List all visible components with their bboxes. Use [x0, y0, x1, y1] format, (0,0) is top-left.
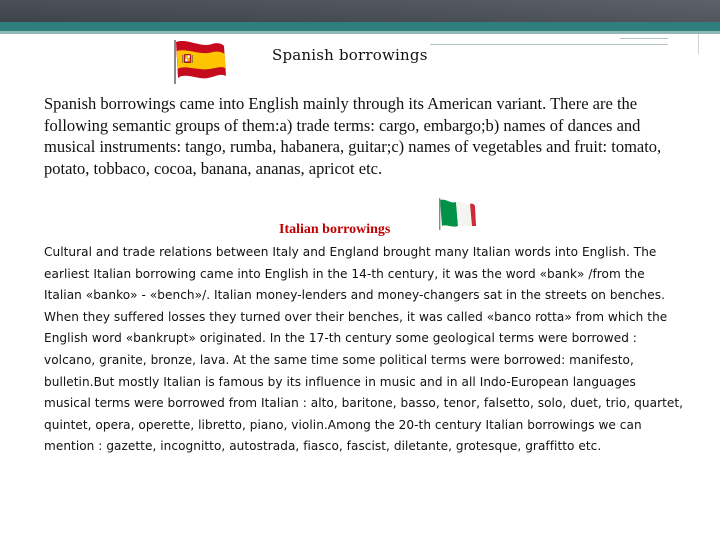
- decorative-bracket: [698, 34, 713, 54]
- italy-flag-icon: [436, 196, 478, 230]
- decorative-line: [430, 44, 668, 45]
- slide-accent-stripe: [0, 22, 720, 31]
- spanish-section-title: Spanish borrowings: [272, 46, 428, 64]
- italian-section-body: Cultural and trade relations between Italy and England brought many Italian words into English. The earliest Italian borrowing came into English in the 14-th century, it was the word «bank» /from the Italian «banko» - «bench»/. Italian money-lenders and money-changers sat in the streets on benches. When they suffered losses they turned over their benches, it was called «banco rotta» from which the English word «bankrupt» originated. In the 17-th century some geological terms were borrowed : volcano, granite, bronze, lava. At the same time some political terms were borrowed: manifesto, bulletin.But mostly Italian is famous by its influence in music and in all Indo-European languages musical terms were borrowed from Italian : alto, baritone, basso, tenor, falsetto, solo, duet, trio, quartet, quintet, opera, operette, libretto, piano, violin.Among the 20-th century Italian borrowings we can mention : gazette, incognitto, autostrada, fiasco, fascist, diletante, grotesque, graffitto etc.: [44, 245, 684, 454]
- slide-header-shine: [0, 0, 720, 22]
- italian-section-title: Italian borrowings: [279, 222, 391, 237]
- spanish-section-body: Spanish borrowings came into English mainly through its American variant. There are the following semantic groups of them:a) trade terms: cargo, embargo;b) names of dances and musical instruments: tango, rumba, habanera, guitar;c) names of vegetables and fruit: tomato, potato, tobbaco, cocoa, banana, ananas, apricot etc.: [44, 94, 662, 178]
- decorative-line: [620, 38, 668, 39]
- slide-accent-stripe-light: [0, 31, 720, 34]
- spain-flag-icon: [162, 36, 240, 84]
